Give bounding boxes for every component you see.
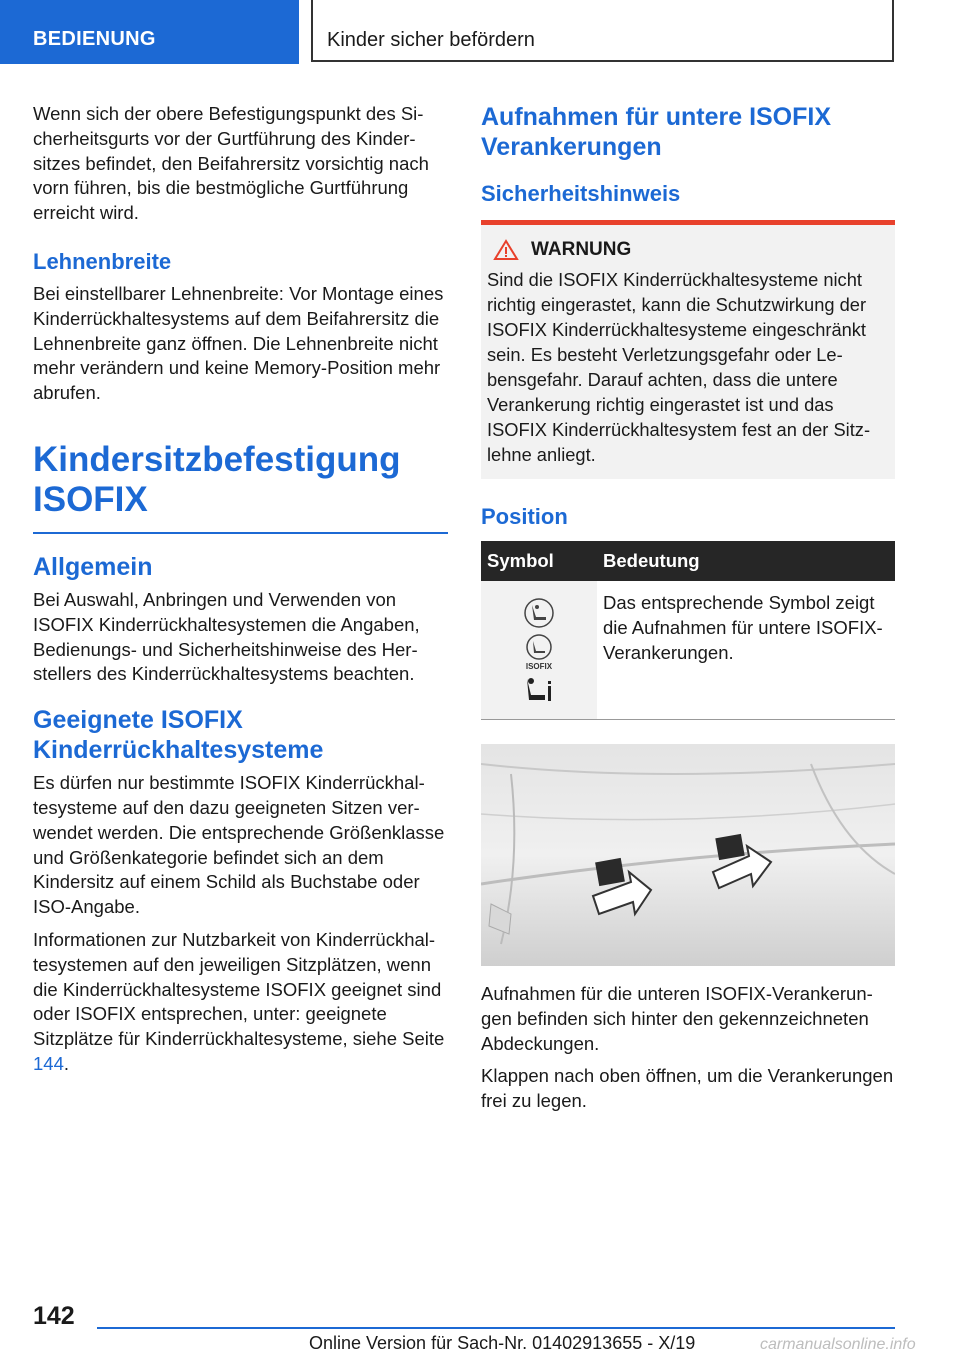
section-label: BEDIENUNG bbox=[33, 28, 156, 50]
geeignete-text: Informationen zur Nutzbarkeit von Kinderrückhaltesystemen auf den jeweiligen Sitzplätzen, wenn die Kinderrückhaltesysteme ISOFIX geeignet sind oder ISOFIX entsprechen, unter: geeignete Sitzplätze für Kinderrückhaltesysteme, siehe Seite bbox=[33, 928, 445, 1050]
isofix-seat-photo bbox=[481, 744, 895, 966]
lehnenbreite-paragraph: Bei einstellbarer Lehnenbreite: Vor Montage eines Kinderrückhaltesystems auf dem Beifahrersitz die Lehnenbreite ganz öffnen. Die Lehnenbreite nicht mehr verändern und keine Memory-Position mehr abrufen. bbox=[33, 282, 444, 404]
heading-divider bbox=[33, 532, 448, 534]
heading-allgemein: Allgemein bbox=[33, 552, 153, 581]
isofix-info-icon bbox=[519, 673, 559, 707]
geeignete-paragraph-2 bbox=[33, 928, 448, 1077]
position-paragraph-2: Klappen nach oben öffnen, um die Verankerungen frei zu legen. bbox=[481, 1065, 894, 1112]
left-column bbox=[33, 102, 448, 1085]
watermark: carmanualsonline.info bbox=[760, 1336, 916, 1353]
heading-lehnenbreite: Lehnenbreite bbox=[33, 248, 172, 274]
main-heading: Kindersitzbefestigung ISOFIX bbox=[33, 439, 401, 519]
position-paragraph-1: Aufnahmen für die unteren ISOFIX-Verankerungen befinden sich hinter den gekennzeichneten Abdeckungen. bbox=[481, 983, 873, 1054]
column-header-symbol: Symbol bbox=[481, 541, 597, 581]
warning-header bbox=[493, 239, 885, 261]
meaning-cell: Das entsprechende Symbol zeigt die Aufnahmen für untere ISOFIX-Verankerungen. bbox=[597, 581, 895, 720]
symbol-cell bbox=[481, 581, 597, 720]
page-number: 142 bbox=[33, 1302, 75, 1330]
warning-box bbox=[481, 220, 895, 479]
symbol-table bbox=[481, 541, 895, 720]
intro-paragraph: Wenn sich der obere Befestigungspunkt des Sicherheitsgurts vor der Gurtführung des Kindersitzes befindet, den Beifahrersitz vorsichtig nach vorn führen, bis die bestmögliche Gurtführung erreicht wird. bbox=[33, 103, 429, 224]
allgemein-paragraph: Bei Auswahl, Anbringen und Verwenden von ISOFIX Kinderrückhaltesystemen die Angaben, Bedienungs- und Sicherheitshinweise des Herstellers des Kinderrückhaltesystems beachten. bbox=[33, 588, 420, 685]
footer-online-version: Online Version für Sach-Nr. 01402913655 - X/19 bbox=[309, 1333, 696, 1353]
page-reference-link[interactable]: 144 bbox=[33, 1052, 64, 1074]
warning-text: Sind die ISOFIX Kinderrückhaltesysteme nicht richtig eingerastet, kann die Schutzwirkung der ISOFIX Kinderrückhaltesysteme eingeschränkt sein. Es besteht Verletzungsgefahr oder Lebensgefahr. Darauf achten, dass die untere Verankerung richtig eingerastet ist und das ISOFIX Kinderrückhaltesystem fest an der Sitzlehne anliegt. bbox=[487, 269, 871, 465]
section-tab bbox=[0, 0, 299, 64]
period: . bbox=[63, 1052, 70, 1074]
warning-title: WARNUNG bbox=[531, 239, 632, 260]
isofix-seat-icon bbox=[519, 595, 559, 631]
chapter-title: Kinder sicher befördern bbox=[327, 29, 535, 51]
heading-geeignete: Geeignete ISOFIX Kinderrückhaltesysteme bbox=[33, 706, 324, 765]
table-header-row bbox=[481, 541, 895, 581]
page-header bbox=[311, 0, 894, 62]
isofix-label-text: ISOFIX bbox=[525, 662, 553, 671]
heading-aufnahmen: Aufnahmen für untere ISOFIX Verankerungen bbox=[481, 103, 832, 161]
isofix-label-icon bbox=[519, 633, 559, 673]
geeignete-paragraph-1: Es dürfen nur bestimmte ISOFIX Kinderrückhaltesysteme auf den dazu geeigneten Sitzen verwendet werden. Die entsprechende Größenklasse und Größenkategorie befindet sich an dem Kindersitz auf einem Schild als Buchstabe oder ISO-Angabe. bbox=[33, 772, 445, 918]
footer-divider bbox=[97, 1327, 895, 1329]
heading-position: Position bbox=[481, 504, 568, 529]
warning-triangle-icon bbox=[493, 239, 519, 261]
column-header-meaning: Bedeutung bbox=[597, 541, 895, 581]
table-row bbox=[481, 581, 895, 720]
right-column bbox=[481, 102, 895, 1122]
heading-sicherheitshinweis: Sicherheitshinweis bbox=[481, 181, 681, 206]
